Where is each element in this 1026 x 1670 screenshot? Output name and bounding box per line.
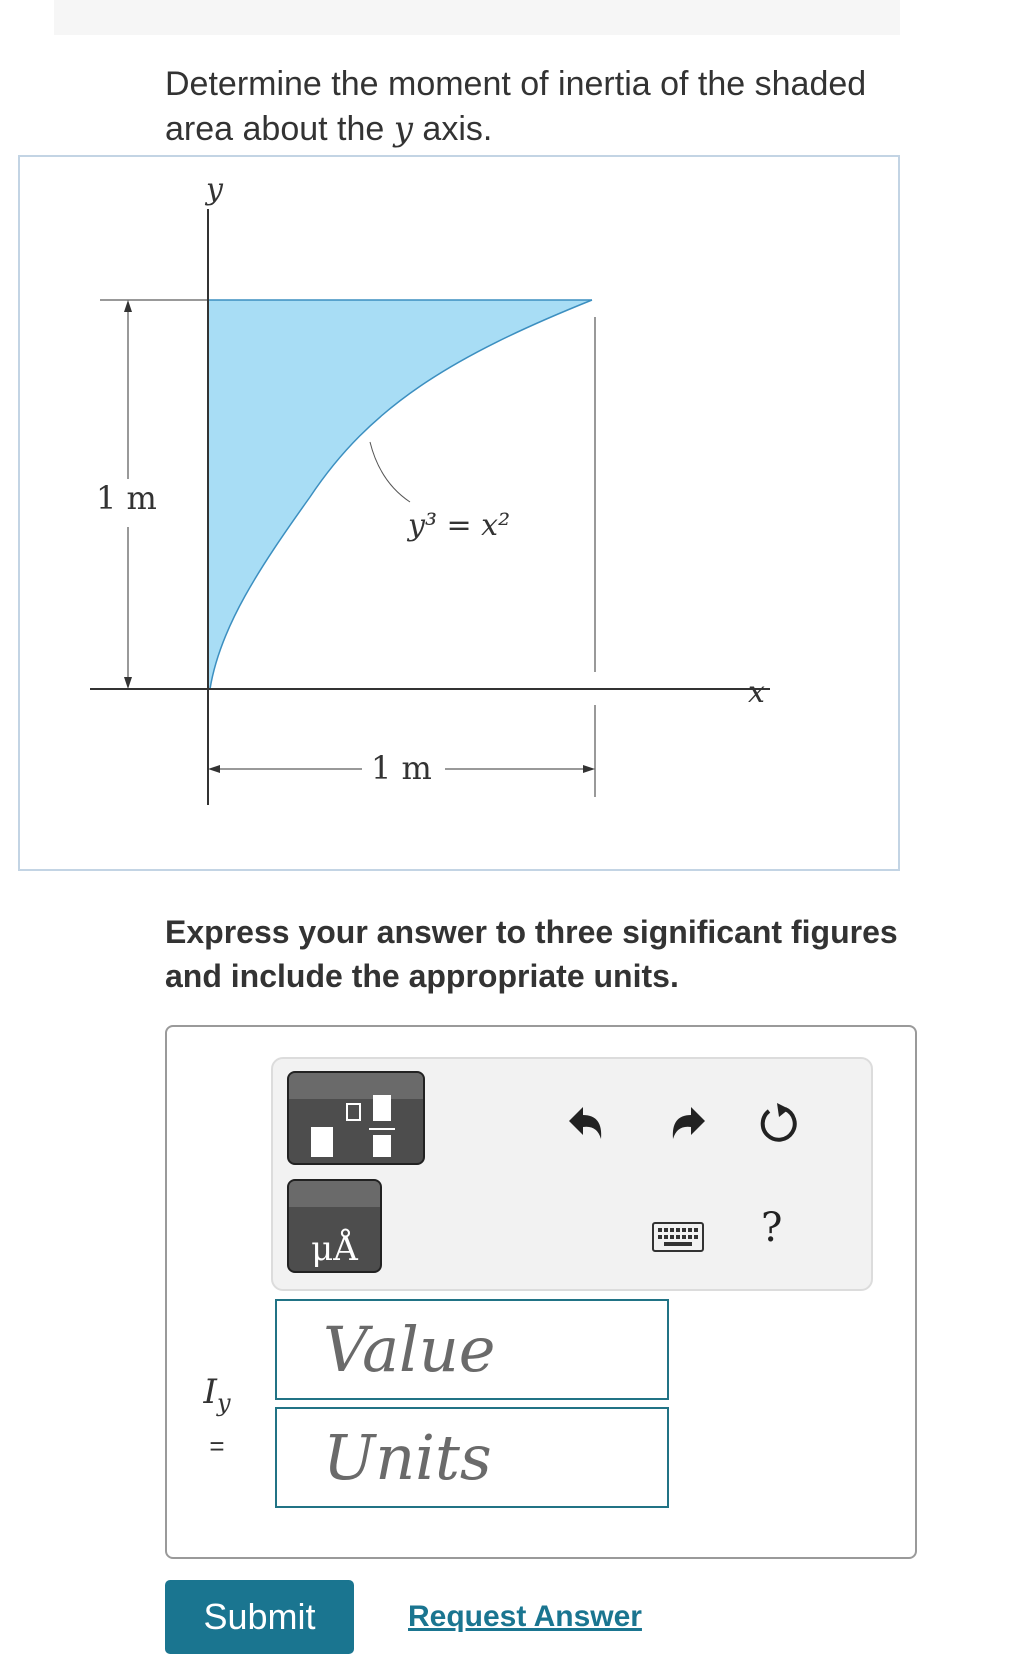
reset-icon[interactable] xyxy=(755,1099,803,1147)
help-icon[interactable]: ? xyxy=(761,1205,783,1251)
units-glyph: μÅ xyxy=(311,1229,358,1269)
curve-equation-label: y³ = x² xyxy=(408,508,511,543)
math-toolbar xyxy=(271,1057,873,1291)
width-dimension-label: 1 m xyxy=(371,749,432,787)
problem-figure xyxy=(18,155,900,871)
redo-icon[interactable] xyxy=(665,1101,711,1147)
request-answer-link[interactable]: Request Answer xyxy=(408,1600,642,1633)
units-input[interactable] xyxy=(275,1407,669,1508)
templates-icon xyxy=(289,1073,425,1165)
answer-panel xyxy=(165,1025,917,1559)
figure-diagram xyxy=(20,157,898,869)
answer-instructions: Express your answer to three significant figures and include the appropriate units. xyxy=(165,914,898,994)
x-axis-label: x xyxy=(748,675,765,710)
keyboard-icon[interactable] xyxy=(651,1221,705,1253)
question-variable: y xyxy=(393,109,413,149)
value-input[interactable] xyxy=(275,1299,669,1400)
templates-button[interactable] xyxy=(287,1071,425,1165)
undo-icon[interactable] xyxy=(563,1101,609,1147)
y-axis-label: y xyxy=(206,172,223,207)
top-bar xyxy=(54,0,900,35)
answer-variable-label: Iy = xyxy=(203,1372,231,1461)
submit-button[interactable]: Submit xyxy=(165,1580,354,1654)
units-button[interactable] xyxy=(287,1179,382,1273)
height-dimension-label: 1 m xyxy=(96,479,157,517)
question-text: Determine the moment of inertia of the shaded area about the y axis. xyxy=(165,65,867,149)
